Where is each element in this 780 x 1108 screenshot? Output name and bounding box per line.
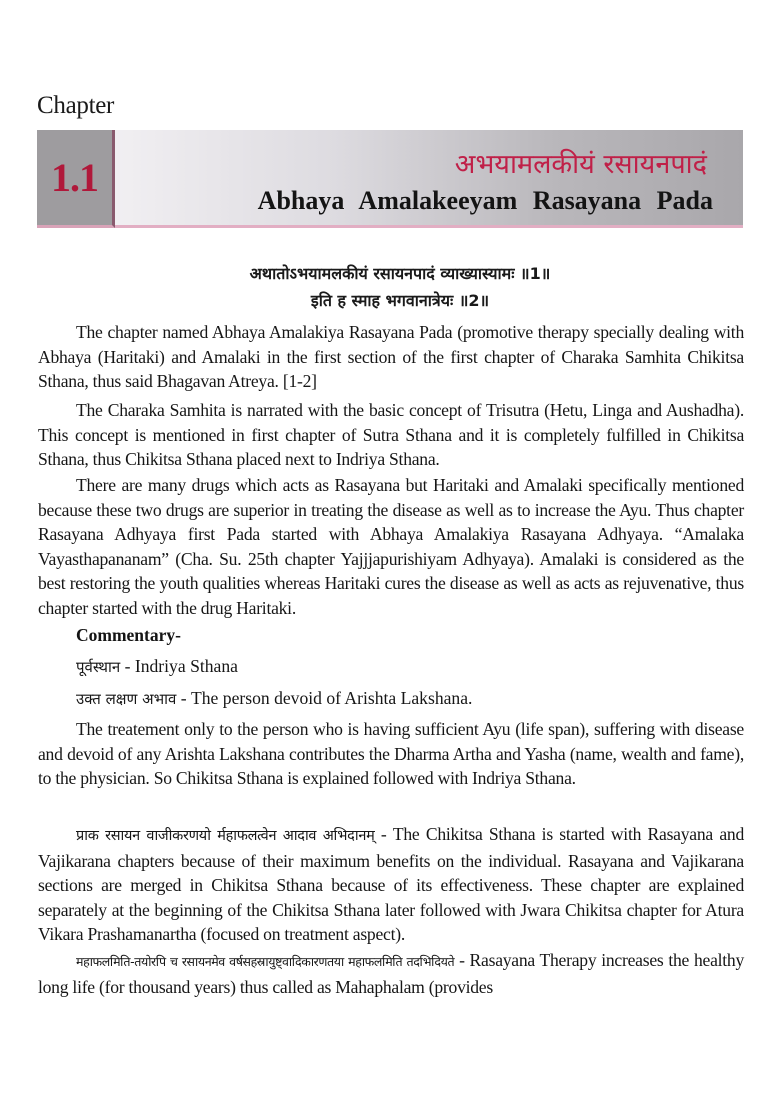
sanskrit-verse-2: इति ह स्माह भगवानात्रेयः ॥2॥	[310, 291, 490, 310]
gloss-meaning: - Indriya Sthana	[120, 656, 238, 676]
chapter-banner	[37, 130, 743, 230]
paragraph-mahaphalam	[38, 948, 744, 999]
paragraph-trisutra: The Charaka Samhita is narrated with the basic concept of Trisutra (Hetu, Linga and Aushadha). This concept is mentioned in first chapter of Sutra Sthana and it is completely fulfilled in Chikitsa Sthana, thus Chikitsa Sthana placed next to Indriya Sthana.	[38, 400, 744, 469]
paragraph-drugs: There are many drugs which acts as Rasayana but Haritaki and Amalaki specifically mentioned because these two drugs are superior in treating the disease as well as to increase the Ayu. Thus chapter Rasayana Adhyaya first Pada started with Abhaya Amalakiya Rasayana Adhyaya. “Amalaka Vayasthapananam” (Cha. Su. 25th chapter Yajjjapurishiyam Adhyaya). Amalaki is considered as the best restoring the youth qualities whereas Haritaki cures the disease as well as acts as rejuvenative, thus chapter started with the drug Haritaki.	[38, 475, 744, 618]
chapter-number: 1.1	[51, 155, 98, 200]
commentary-gloss	[76, 688, 472, 709]
gloss-meaning: - The person devoid of Arishta Lakshana.	[176, 688, 473, 708]
english-explanation: - The Chikitsa Sthana is started with Rasayana and Vajikarana chapters because of their maximum benefits on the individual. Rasayana and Vajikarana sections are merged in Chikitsa Sthana because of its effectiveness. These chapter are explained separately at the beginning of the Chikitsa Sthana later followed with Jwara Chikitsa chapter for Atura Vikara Prashamanartha (focused on treatment aspect).	[38, 824, 744, 944]
gloss-term: पूर्वस्थान	[76, 658, 121, 676]
paragraph-treatment: The treatement only to the person who is having sufficient Ayu (life span), suffering with disease and devoid of any Arishta Lakshana contributes the Dharma Artha and Yasha (name, wealth and fame), to the physician. So Chikitsa Sthana is explained followed with Indriya Sthana.	[38, 719, 744, 788]
chapter-title-box	[115, 130, 743, 228]
paragraph-rasayana-vajikarana	[38, 822, 744, 947]
commentary-gloss	[76, 656, 238, 677]
sanskrit-verse-1: अथातोऽभयामलकीयं रसायनपादं व्याख्यास्यामः ॥1॥	[249, 264, 551, 283]
commentary-heading: Commentary-	[76, 625, 181, 645]
gloss-term: उक्त लक्षण अभाव	[76, 690, 177, 708]
chapter-label: Chapter	[37, 92, 115, 119]
chapter-number-box	[37, 130, 115, 228]
paragraph-translation: The chapter named Abhaya Amalakiya Rasayana Pada (promotive therapy specially dealing with Abhaya (Haritaki) and Amalaki in the first section of the first chapter of Charaka Samhita Chikitsa Sthana, thus said Bhagavan Atreya. [1-2]	[38, 322, 744, 391]
chapter-title-english: Abhaya Amalakeeyam Rasayana Pada	[257, 186, 713, 215]
chapter-title-sanskrit: अभयामलकीयं रसायनपादं	[454, 149, 707, 180]
english-explanation: - Rasayana Therapy increases the healthy long life (for thousand years) thus called as Mahaphalam (provides	[38, 950, 744, 997]
sanskrit-phrase: प्राक रसायन वाजीकरणयो र्महाफलत्वेन आदाव अभिदानम्	[76, 828, 375, 844]
sanskrit-phrase: महाफलमिति-तयोरपि च रसायनमेव वर्षसहस्रायुष्ट्वादिकारणतया महाफलमिति तदभिदियते	[76, 954, 455, 969]
